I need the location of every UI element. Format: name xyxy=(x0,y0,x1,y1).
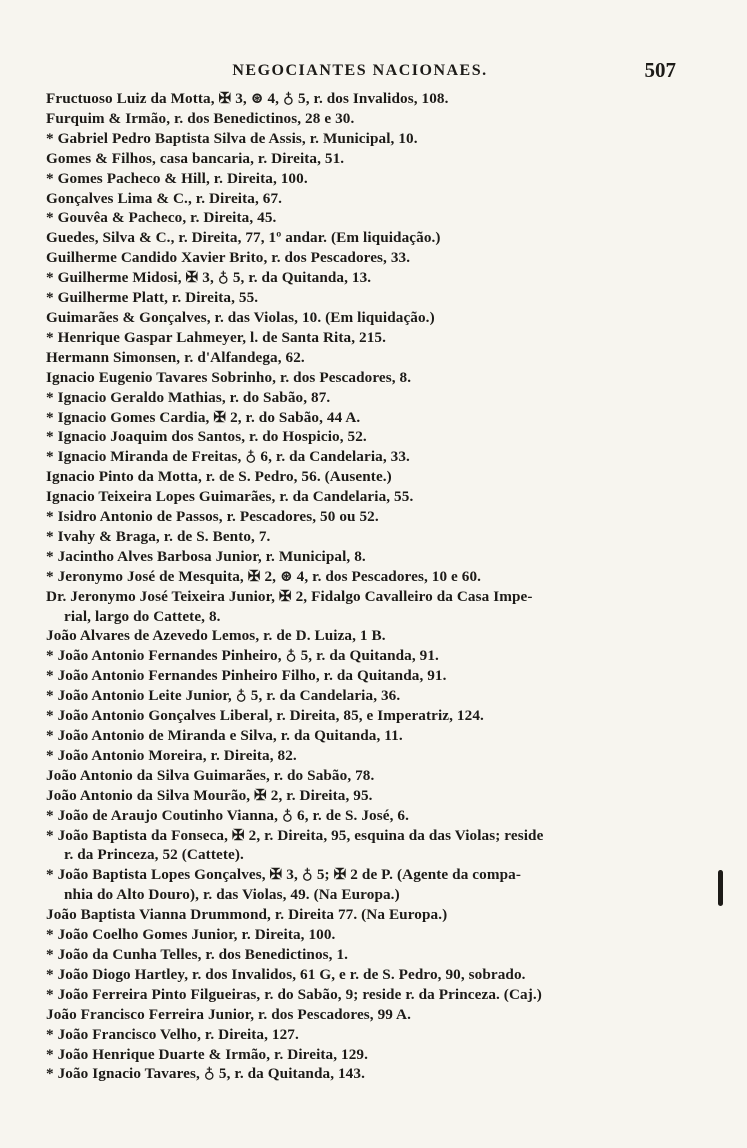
merchant-entry: Gomes & Filhos, casa bancaria, r. Direita, 51. xyxy=(46,149,345,167)
merchant-entry: João Alvares de Azevedo Lemos, r. de D. Luiza, 1 B. xyxy=(46,627,386,645)
merchant-entry: * João Antonio de Miranda e Silva, r. da Quitanda, 11. xyxy=(46,727,403,744)
merchant-entry: João Antonio da Silva Mourão, ✠ 2, r. Direita, 95. xyxy=(46,786,373,804)
merchant-entry: Ignacio Pinto da Motta, r. de S. Pedro, 56. (Ausente.) xyxy=(46,468,392,486)
merchant-entry: * João Diogo Hartley, r. dos Invalidos, 61 G, e r. de S. Pedro, 90, sobrado. xyxy=(46,965,526,983)
merchant-entry: * Ivahy & Braga, r. de S. Bento, 7. xyxy=(46,527,271,545)
merchant-entry: * Jacintho Alves Barbosa Junior, r. Municipal, 8. xyxy=(46,547,366,565)
merchant-entry: * Ignacio Gomes Cardia, ✠ 2, r. do Sabão, 44 A. xyxy=(46,408,361,426)
merchant-entry: * João Henrique Duarte & Irmão, r. Direita, 129. xyxy=(46,1045,369,1063)
page-number: 507 xyxy=(644,58,676,82)
merchant-entry: * João Antonio Gonçalves Liberal, r. Direita, 85, e Imperatriz, 124. xyxy=(46,707,484,725)
merchant-entry: Guimarães & Gonçalves, r. das Violas, 10. (Em liquidação.) xyxy=(46,308,435,326)
merchant-entry: Gonçalves Lima & C., r. Direita, 67. xyxy=(46,189,283,207)
merchant-entry: * João Ferreira Pinto Filgueiras, r. do Sabão, 9; reside r. da Princeza. (Caj.) xyxy=(46,985,542,1003)
merchant-entry: * João da Cunha Telles, r. dos Benedictinos, 1. xyxy=(46,945,349,963)
merchant-entry: * Gomes Pacheco & Hill, r. Direita, 100. xyxy=(46,169,308,187)
merchant-entry: * João de Araujo Coutinho Vianna, ♁ 6, r. de S. José, 6. xyxy=(46,806,409,824)
merchant-entry: * João Antonio Fernandes Pinheiro Filho, r. da Quitanda, 91. xyxy=(46,667,447,685)
merchant-entry: * João Baptista da Fonseca, ✠ 2, r. Direita, 95, esquina da das Violas; reside xyxy=(46,826,544,844)
merchant-entry: João Baptista Vianna Drummond, r. Direita 77. (Na Europa.) xyxy=(46,906,448,924)
merchant-entry: * João Francisco Velho, r. Direita, 127. xyxy=(46,1025,299,1043)
merchant-entry: * Gabriel Pedro Baptista Silva de Assis, r. Municipal, 10. xyxy=(46,129,418,147)
margin-ink-mark xyxy=(718,870,723,906)
merchant-entry: * João Baptista Lopes Gonçalves, ✠ 3, ♁ 5; ✠ 2 de P. (Agente da compa- xyxy=(46,866,521,884)
merchant-entry: * João Antonio Moreira, r. Direita, 82. xyxy=(46,746,297,764)
merchant-entry: * João Ignacio Tavares, ♁ 5, r. da Quitanda, 143. xyxy=(46,1065,365,1083)
merchant-entry: Hermann Simonsen, r. d'Alfandega, 62. xyxy=(46,348,305,366)
merchant-entry: * João Coelho Gomes Junior, r. Direita, 100. xyxy=(46,926,336,944)
merchant-entry: Ignacio Eugenio Tavares Sobrinho, r. dos Pescadores, 8. xyxy=(46,368,412,386)
merchant-entry: Dr. Jeronymo José Teixeira Junior, ✠ 2, Fidalgo Cavalleiro da Casa Impe- xyxy=(46,587,533,605)
merchant-entry: Ignacio Teixeira Lopes Guimarães, r. da Candelaria, 55. xyxy=(46,488,414,506)
merchant-entry: * Guilherme Midosi, ✠ 3, ♁ 5, r. da Quitanda, 13. xyxy=(46,269,372,287)
merchant-entry: * Gouvêa & Pacheco, r. Direita, 45. xyxy=(46,209,277,227)
merchant-entry: * Jeronymo José de Mesquita, ✠ 2, ⊛ 4, r. dos Pescadores, 10 e 60. xyxy=(46,567,482,585)
merchant-entry: Furquim & Irmão, r. dos Benedictinos, 28 e 30. xyxy=(46,109,355,127)
merchant-entry: Fructuoso Luiz da Motta, ✠ 3, ⊛ 4, ♁ 5, r. dos Invalidos, 108. xyxy=(46,90,449,107)
merchant-entry: Guilherme Candido Xavier Brito, r. dos Pescadores, 33. xyxy=(46,249,411,267)
entry-continuation-line: rial, largo do Cattete, 8. xyxy=(64,607,221,625)
merchant-entry: * Guilherme Platt, r. Direita, 55. xyxy=(46,289,259,307)
merchant-entry: * Ignacio Miranda de Freitas, ♁ 6, r. da Candelaria, 33. xyxy=(46,448,410,466)
merchant-entry: * Ignacio Geraldo Mathias, r. do Sabão, 87. xyxy=(46,388,331,406)
merchant-entry: * Isidro Antonio de Passos, r. Pescadores, 50 ou 52. xyxy=(46,508,379,526)
entry-continuation-line: nhia do Alto Douro), r. das Violas, 49. (Na Europa.) xyxy=(64,886,400,904)
entry-continuation-line: r. da Princeza, 52 (Cattete). xyxy=(64,846,244,864)
merchant-entry-list xyxy=(46,89,678,1084)
merchant-entry: João Francisco Ferreira Junior, r. dos Pescadores, 99 A. xyxy=(46,1005,412,1023)
merchant-entry: João Antonio da Silva Guimarães, r. do Sabão, 78. xyxy=(46,766,375,784)
merchant-entry: * Ignacio Joaquim dos Santos, r. do Hospicio, 52. xyxy=(46,428,367,446)
merchant-entry: * João Antonio Leite Junior, ♁ 5, r. da Candelaria, 36. xyxy=(46,687,401,705)
merchant-entry: * João Antonio Fernandes Pinheiro, ♁ 5, r. da Quitanda, 91. xyxy=(46,647,439,665)
merchant-entry: Guedes, Silva & C., r. Direita, 77, 1º andar. (Em liquidação.) xyxy=(46,229,441,247)
running-title: NEGOCIANTES NACIONAES. xyxy=(232,62,488,79)
merchant-entry: * Henrique Gaspar Lahmeyer, l. de Santa Rita, 215. xyxy=(46,328,386,346)
page-header xyxy=(44,58,676,86)
